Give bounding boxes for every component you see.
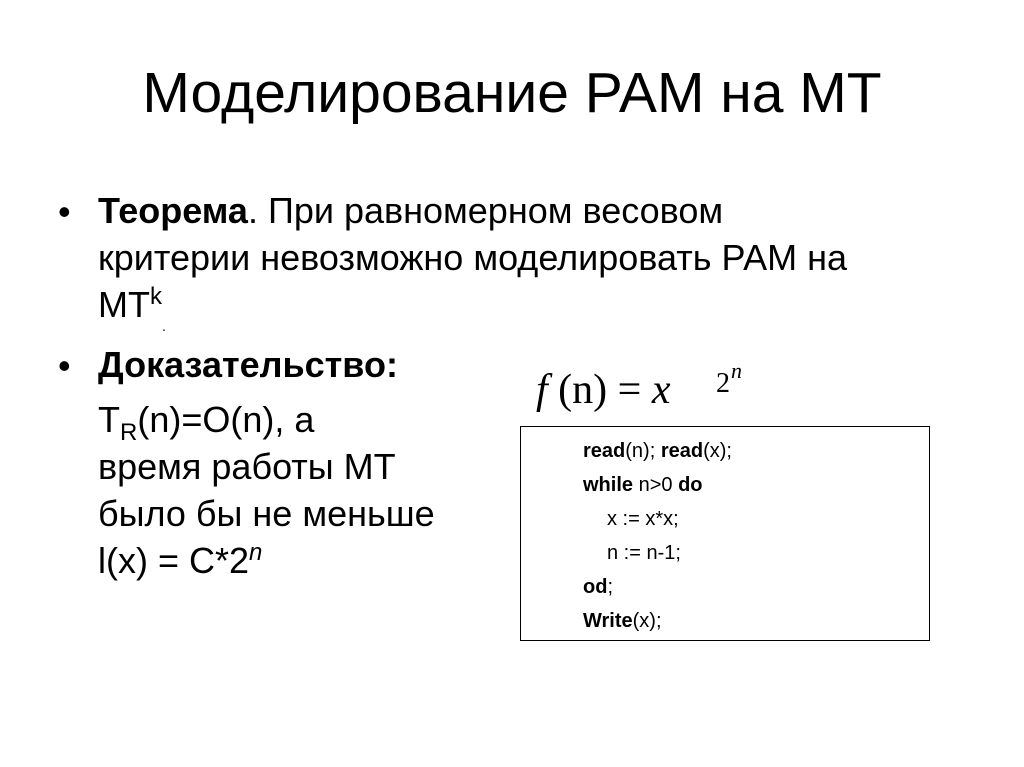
code-line-5 (583, 575, 613, 599)
slide-title: Моделирование РАМ на МТ (142, 61, 882, 125)
formula-eq: = (617, 367, 642, 413)
proof-label: Доказательство: (98, 344, 398, 385)
code-line-4: n := n-1; (607, 542, 681, 564)
code-line-6 (583, 609, 662, 633)
formula-arg: (n) (558, 367, 608, 413)
theorem-label: Теорема (98, 190, 248, 231)
code-text: (x); (703, 440, 732, 462)
proof-line-3: было бы не меньше (98, 493, 435, 534)
code-text: ; (607, 576, 613, 598)
proof-line-2: время работы МТ (98, 446, 396, 487)
code-keyword: while (583, 474, 634, 496)
proof-length-exponent: n (249, 539, 263, 566)
theorem-mt: МТ (98, 284, 150, 325)
formula-x: x (651, 367, 671, 413)
formula-f: f (536, 367, 548, 413)
code-line-3: x := x*x; (607, 508, 679, 530)
code-keyword: read (660, 440, 704, 462)
proof-t-subscript: R (120, 419, 138, 447)
code-keyword: do (678, 474, 703, 496)
proof-line-1 (98, 396, 315, 447)
theorem-mt-exponent: k (149, 283, 162, 310)
code-text: (x); (632, 610, 662, 632)
code-keyword: Write (583, 610, 633, 632)
proof-length: l(x) = C*2 (98, 540, 250, 581)
theorem-line-2: критерии невозможно моделировать РАМ на (98, 237, 848, 278)
code-text: (n); (625, 440, 661, 462)
proof-complexity: (n)=O(n), а (137, 399, 315, 440)
formula-exp-power: n (731, 358, 742, 383)
bullet-marker: • (58, 345, 71, 386)
proof-t: T (98, 399, 120, 440)
code-line-1 (583, 439, 732, 463)
code-text: n>0 (633, 474, 679, 496)
formula-exp-base: 2 (716, 368, 730, 399)
bullet-marker: • (58, 191, 71, 232)
theorem-period: . (161, 318, 166, 334)
code-line-2 (583, 473, 703, 497)
theorem-line-3 (98, 281, 166, 336)
code-keyword: read (583, 440, 626, 462)
theorem-text-1: . При равномерном весовом (247, 190, 724, 231)
code-keyword: od (583, 576, 608, 598)
code-box (520, 426, 930, 641)
proof-line-4 (98, 537, 262, 584)
formula (536, 358, 742, 420)
formula-exponent (716, 354, 741, 415)
theorem-line-1 (98, 187, 723, 234)
